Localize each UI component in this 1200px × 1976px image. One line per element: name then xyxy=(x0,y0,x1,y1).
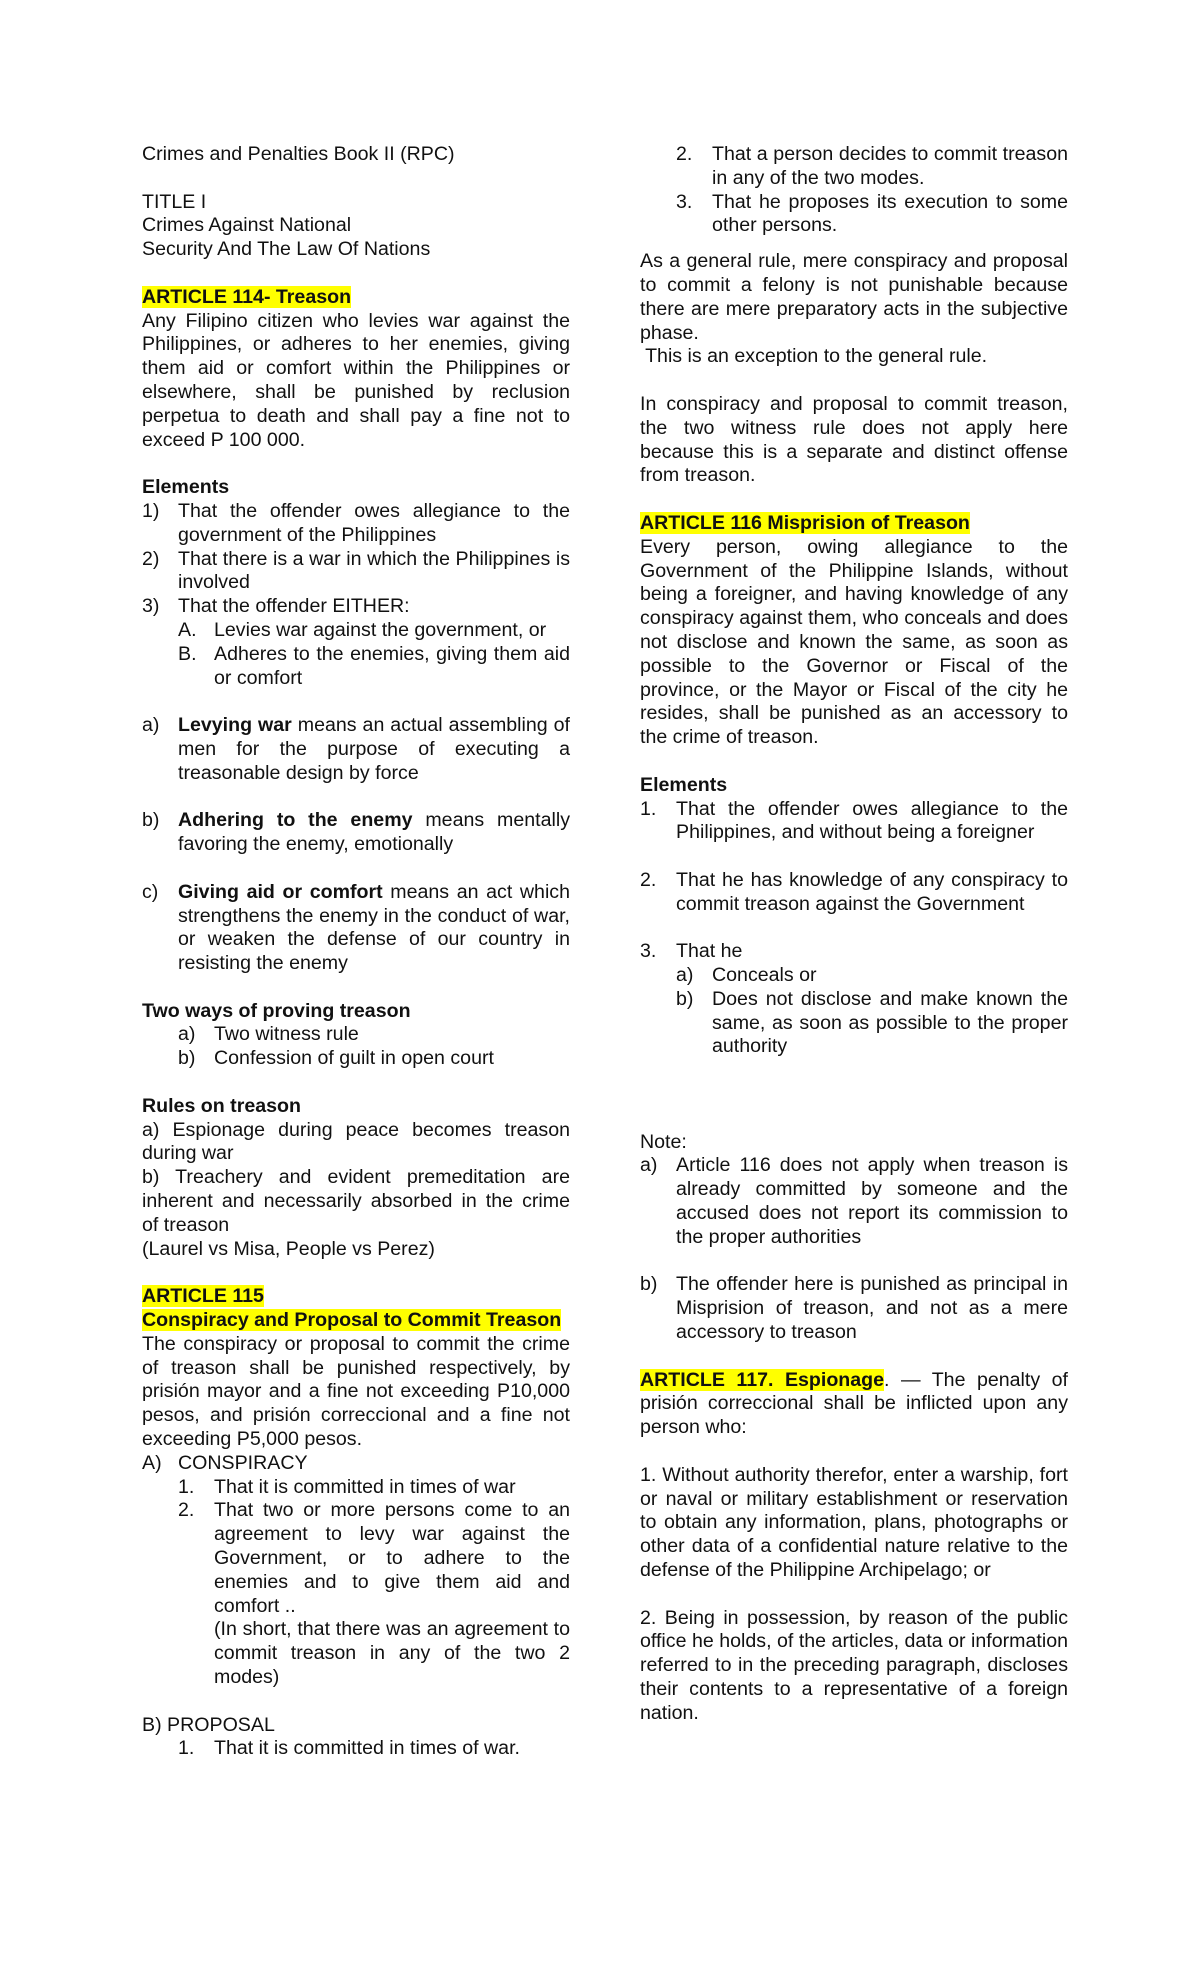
list-item: 1. That it is committed in times of war xyxy=(178,1475,516,1498)
definition-item: b) Adhering to the enemy means mentally favoring the enemy, emotionally xyxy=(142,809,570,856)
title-name-line-2: Security And The Law Of Nations xyxy=(142,238,431,261)
rule-cases: (Laurel vs Misa, People vs Perez) xyxy=(142,1237,435,1260)
article-117-item-1: 1. Without authority therefor, enter a warship, fort or naval or military establishment or reservation to obtain any information, plans, photographs or other data of a confidential nature relative to the defense of the Philippine Archipelago; or xyxy=(640,1463,1068,1582)
title-label: TITLE I xyxy=(142,190,207,213)
article-117-paragraph: ARTICLE 117. Espionage. — The penalty of prisión correccional shall be inflicted upon any person who: xyxy=(640,1368,1068,1439)
two-witness-note: In conspiracy and proposal to commit treason, the two witness rule does not apply here because this is a separate and distinct offense from treason. xyxy=(640,392,1068,487)
list-item: b) Does not disclose and make known the same, as soon as possible to the proper authority xyxy=(676,987,1068,1058)
article-117-heading: ARTICLE 117. Espionage xyxy=(640,1368,885,1391)
list-item: 1. That the offender owes allegiance to the Philippines, and without being a foreigner xyxy=(640,797,1068,844)
list-item: 1. That it is committed in times of war. xyxy=(178,1737,520,1760)
proposal-heading: B) PROPOSAL xyxy=(142,1713,275,1736)
rule-b: b) Treachery and evident premeditation are inherent and necessarily absorbed in the crime of treason xyxy=(142,1166,570,1236)
list-item: A. Levies war against the government, or xyxy=(178,618,547,641)
note-heading: Note: xyxy=(640,1130,687,1153)
proving-heading: Two ways of proving treason xyxy=(142,999,411,1022)
list-item: b) The offender here is punished as principal in Misprision of treason, and not as a mere accessory to treason xyxy=(640,1273,1068,1344)
elements-heading: Elements xyxy=(142,476,230,499)
list-item: a) Conceals or xyxy=(676,964,817,987)
article-116-body: Every person, owing allegiance to the Government of the Philippine Islands, without being a foreigner, and having knowledge of any conspiracy against them, who conceals and does not disclose and known the same, as soon as possible to the Governor or Fiscal of the province, or the Mayor or Fiscal of the city he resides, shall be punished as an accessory to the crime of treason. xyxy=(640,535,1068,749)
elements-heading: Elements xyxy=(640,773,728,796)
definition-item: a) Levying war means an actual assembling of men for the purpose of executing a treasonable design by force xyxy=(142,714,570,784)
article-114-heading: ARTICLE 114- Treason xyxy=(142,285,352,308)
general-rule: As a general rule, mere conspiracy and proposal to commit a felony is not punishable because there are mere preparatory acts in the subjective phase. xyxy=(640,250,1068,344)
article-117-item-2: 2. Being in possession, by reason of the public office he holds, of the articles, data or information referred to in the preceding paragraph, discloses their contents to a representative of a foreign nation. xyxy=(640,1606,1068,1724)
list-item: 2) That there is a war in which the Philippines is involved xyxy=(142,547,570,594)
article-115-body: The conspiracy or proposal to commit the crime of treason shall be punished respectively, by prisión mayor and a fine not exceeding P10,000 pesos, and prisión correccional and a fine not exceeding P5,000 pesos. xyxy=(142,1332,570,1451)
list-item: 2. That two or more persons come to an agreement to levy war against the Government, or to adhere to the enemies and to give them aid and comfort .. xyxy=(178,1499,570,1617)
article-115-subheading: Conspiracy and Proposal to Commit Treason xyxy=(142,1309,562,1332)
document-title: Crimes and Penalties Book II (RPC) xyxy=(142,143,455,165)
conspiracy-note: (In short, that there was an agreement to commit treason in any of the two 2 modes) xyxy=(214,1618,570,1688)
title-name-line-1: Crimes Against National xyxy=(142,214,352,237)
list-item: 2. That a person decides to commit treason in any of the two modes. xyxy=(676,143,1068,189)
conspiracy-heading: A) CONSPIRACY xyxy=(142,1451,308,1474)
article-115-heading: ARTICLE 115 xyxy=(142,1285,264,1308)
left-column xyxy=(142,143,570,1761)
list-item: a) Article 116 does not apply when treason is already committed by someone and the accused does not report its commission to the proper authorities xyxy=(640,1154,1068,1248)
article-116-heading: ARTICLE 116 Misprision of Treason xyxy=(640,511,970,534)
list-item: 3. That he proposes its execution to some other persons. xyxy=(676,190,1068,237)
list-item: 2. That he has knowledge of any conspiracy to commit treason against the Government xyxy=(640,868,1068,915)
right-column xyxy=(640,143,1068,1726)
list-item: 3) That the offender EITHER: xyxy=(142,595,410,618)
definition-item: c) Giving aid or comfort means an act which strengthens the enemy in the conduct of war, or weaken the defense of our country in resisting the enemy xyxy=(142,880,570,975)
rule-a: a) Espionage during peace becomes treason during war xyxy=(142,1118,570,1165)
exception-note: This is an exception to the general rule. xyxy=(640,345,988,368)
article-114-body: Any Filipino citizen who levies war against the Philippines, or adheres to her enemies, giving them aid or comfort within the Philippines or elsewhere, shall be punished by reclusion perpetua to death and shall pay a fine not to exceed P 100 000. xyxy=(142,309,570,451)
list-item: 3. That he xyxy=(640,940,743,963)
list-item: B. Adheres to the enemies, giving them aid or comfort xyxy=(178,642,570,689)
rules-heading: Rules on treason xyxy=(142,1094,301,1117)
list-item: b) Confession of guilt in open court xyxy=(178,1047,494,1070)
list-item: 1) That the offender owes allegiance to the government of the Philippines xyxy=(142,499,570,546)
list-item: a) Two witness rule xyxy=(178,1023,359,1046)
